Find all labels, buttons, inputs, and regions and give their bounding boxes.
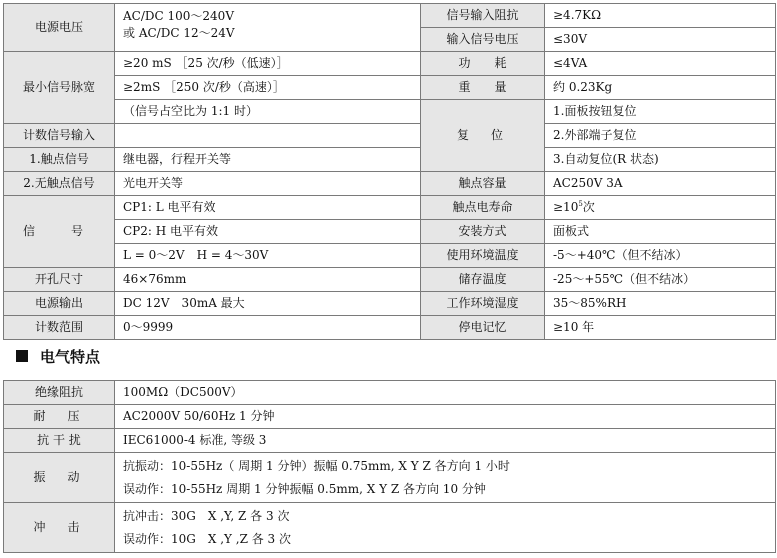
- section-heading-text: 电气特点: [40, 347, 101, 366]
- signal-voltage-value: ≤30V: [545, 28, 776, 52]
- operating-temp-value: -5～+40℃（但不结冰）: [545, 244, 776, 268]
- min-pulse-row3: （信号占空比为 1:1 时）: [115, 100, 421, 124]
- signal-levels: L = 0～2V H = 4～30V: [115, 244, 421, 268]
- signal-cp2: CP2: H 电平有效: [115, 220, 421, 244]
- contact-life-prefix: ≥10: [553, 200, 579, 214]
- power-consumption-value: ≤4VA: [545, 52, 776, 76]
- storage-temp-label: 储存温度: [421, 268, 545, 292]
- spec-table: [3, 3, 776, 340]
- count-range-value: 0～9999: [115, 316, 421, 340]
- signal-voltage-label: 输入信号电压: [421, 28, 545, 52]
- operating-temp-label: 使用环境温度: [421, 244, 545, 268]
- contact-life-label: 触点电寿命: [421, 196, 545, 220]
- contact-signal-label: 1.触点信号: [4, 148, 115, 172]
- reset-option-3: 3.自动复位(R 状态): [545, 148, 776, 172]
- cutout-label: 开孔尺寸: [4, 268, 115, 292]
- contact-life-exponent: 5: [578, 200, 583, 208]
- power-voltage-label: 电源电压: [4, 4, 115, 52]
- contact-signal-value: 继电器，行程开关等: [115, 148, 421, 172]
- reset-label: 复 位: [421, 100, 545, 172]
- signal-label: 信 号: [4, 196, 115, 268]
- shock-value: [115, 503, 776, 553]
- weight-value: 约 0.23Kg: [545, 76, 776, 100]
- immunity-label: 抗 干 扰: [4, 429, 115, 453]
- vibration-label: 振 动: [4, 453, 115, 503]
- noncontact-signal-value: 光电开关等: [115, 172, 421, 196]
- contact-life-suffix: 次: [582, 200, 595, 214]
- vibration-line2: 误动作：10-55Hz 周期 1 分钟振幅 0.5mm, X Y Z 各方向 10 分钟: [123, 481, 486, 496]
- withstand-label: 耐 压: [4, 405, 115, 429]
- insulation-value: 100MΩ（DC500V）: [115, 381, 776, 405]
- noncontact-signal-label: 2.无触点信号: [4, 172, 115, 196]
- signal-impedance-value: ≥4.7KΩ: [545, 4, 776, 28]
- count-input-label: 计数信号输入: [4, 124, 115, 148]
- contact-life-value: [545, 196, 776, 220]
- mounting-value: 面板式: [545, 220, 776, 244]
- withstand-value: AC2000V 50/60Hz 1 分钟: [115, 405, 776, 429]
- count-input-value: [115, 124, 421, 148]
- min-pulse-row1: ≥20 mS ［25 次/秒（低速）］: [115, 52, 421, 76]
- power-voltage-line2: 或 AC/DC 12～24V: [123, 26, 235, 40]
- reset-option-2: 2.外部端子复位: [545, 124, 776, 148]
- shock-label: 冲 击: [4, 503, 115, 553]
- power-output-value: DC 12V 30mA 最大: [115, 292, 421, 316]
- contact-capacity-label: 触点容量: [421, 172, 545, 196]
- section-heading: [16, 345, 100, 367]
- power-voltage-value: [115, 4, 421, 52]
- immunity-value: IEC61000-4 标准, 等级 3: [115, 429, 776, 453]
- min-pulse-label: 最小信号脉宽: [4, 52, 115, 124]
- contact-capacity-value: AC250V 3A: [545, 172, 776, 196]
- insulation-label: 绝缘阻抗: [4, 381, 115, 405]
- vibration-value: [115, 453, 776, 503]
- square-bullet-icon: [16, 350, 28, 362]
- shock-line1: 抗冲击：30G X ,Y, Z 各 3 次: [123, 508, 290, 523]
- humidity-label: 工作环境湿度: [421, 292, 545, 316]
- power-consumption-label: 功 耗: [421, 52, 545, 76]
- signal-impedance-label: 信号输入阻抗: [421, 4, 545, 28]
- min-pulse-row2: ≥2mS ［250 次/秒（高速）］: [115, 76, 421, 100]
- reset-option-1: 1.面板按钮复位: [545, 100, 776, 124]
- memory-value: ≥10 年: [545, 316, 776, 340]
- signal-cp1: CP1: L 电平有效: [115, 196, 421, 220]
- humidity-value: 35～85%RH: [545, 292, 776, 316]
- memory-label: 停电记忆: [421, 316, 545, 340]
- cutout-value: 46×76mm: [115, 268, 421, 292]
- mounting-label: 安装方式: [421, 220, 545, 244]
- storage-temp-value: -25～+55℃（但不结冰）: [545, 268, 776, 292]
- power-voltage-line1: AC/DC 100～240V: [123, 9, 234, 23]
- vibration-line1: 抗振动：10-55Hz（ 周期 1 分钟）振幅 0.75mm, X Y Z 各方向 1 小时: [123, 458, 510, 473]
- count-range-label: 计数范围: [4, 316, 115, 340]
- electrical-table: [3, 380, 776, 553]
- power-output-label: 电源输出: [4, 292, 115, 316]
- weight-label: 重 量: [421, 76, 545, 100]
- shock-line2: 误动作：10G X ,Y ,Z 各 3 次: [123, 531, 291, 546]
